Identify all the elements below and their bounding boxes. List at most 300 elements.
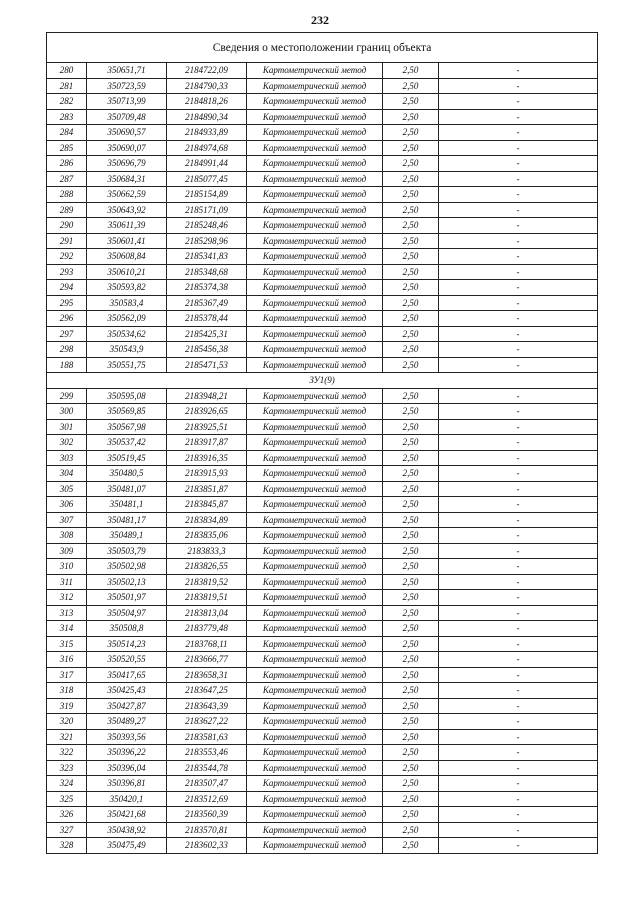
description-cell: - [439, 528, 598, 544]
method-cell: Картометрический метод [247, 249, 383, 265]
x-coordinate-cell: 350475,49 [87, 838, 167, 854]
y-coordinate-cell: 2183948,21 [167, 388, 247, 404]
point-number-cell: 321 [47, 729, 87, 745]
method-cell: Картометрический метод [247, 667, 383, 683]
x-coordinate-cell: 350713,99 [87, 94, 167, 110]
y-coordinate-cell: 2183916,35 [167, 450, 247, 466]
point-number-cell: 305 [47, 481, 87, 497]
method-cell: Картометрический метод [247, 791, 383, 807]
method-cell: Картометрический метод [247, 543, 383, 559]
x-coordinate-cell: 350651,71 [87, 63, 167, 79]
method-cell: Картометрический метод [247, 63, 383, 79]
accuracy-cell: 2,50 [383, 63, 439, 79]
table-row [47, 218, 598, 234]
method-cell: Картометрический метод [247, 760, 383, 776]
point-number-cell: 306 [47, 497, 87, 513]
point-number-cell: 320 [47, 714, 87, 730]
x-coordinate-cell: 350396,22 [87, 745, 167, 761]
accuracy-cell: 2,50 [383, 388, 439, 404]
x-coordinate-cell: 350601,41 [87, 233, 167, 249]
method-cell: Картометрический метод [247, 574, 383, 590]
accuracy-cell: 2,50 [383, 745, 439, 761]
method-cell: Картометрический метод [247, 311, 383, 327]
point-number-cell: 328 [47, 838, 87, 854]
method-cell: Картометрический метод [247, 698, 383, 714]
method-cell: Картометрический метод [247, 295, 383, 311]
table-row [47, 233, 598, 249]
y-coordinate-cell: 2185248,46 [167, 218, 247, 234]
description-cell: - [439, 466, 598, 482]
y-coordinate-cell: 2183819,52 [167, 574, 247, 590]
accuracy-cell: 2,50 [383, 156, 439, 172]
method-cell: Картометрический метод [247, 342, 383, 358]
description-cell: - [439, 202, 598, 218]
y-coordinate-cell: 2183917,87 [167, 435, 247, 451]
x-coordinate-cell: 350481,17 [87, 512, 167, 528]
table-row [47, 125, 598, 141]
method-cell: Картометрический метод [247, 78, 383, 94]
point-number-cell: 303 [47, 450, 87, 466]
table-row [47, 838, 598, 854]
x-coordinate-cell: 350480,5 [87, 466, 167, 482]
description-cell: - [439, 822, 598, 838]
description-cell: - [439, 342, 598, 358]
method-cell: Картометрический метод [247, 156, 383, 172]
description-cell: - [439, 776, 598, 792]
x-coordinate-cell: 350569,85 [87, 404, 167, 420]
accuracy-cell: 2,50 [383, 233, 439, 249]
table-row [47, 264, 598, 280]
table-row [47, 466, 598, 482]
table-row [47, 714, 598, 730]
accuracy-cell: 2,50 [383, 357, 439, 373]
x-coordinate-cell: 350643,92 [87, 202, 167, 218]
y-coordinate-cell: 2183666,77 [167, 652, 247, 668]
x-coordinate-cell: 350425,43 [87, 683, 167, 699]
y-coordinate-cell: 2183553,46 [167, 745, 247, 761]
method-cell: Картометрический метод [247, 94, 383, 110]
table-row [47, 280, 598, 296]
description-cell: - [439, 357, 598, 373]
point-number-cell: 288 [47, 187, 87, 203]
description-cell: - [439, 280, 598, 296]
accuracy-cell: 2,50 [383, 776, 439, 792]
x-coordinate-cell: 350520,55 [87, 652, 167, 668]
y-coordinate-cell: 2185378,44 [167, 311, 247, 327]
y-coordinate-cell: 2183779,48 [167, 621, 247, 637]
x-coordinate-cell: 350502,13 [87, 574, 167, 590]
accuracy-cell: 2,50 [383, 109, 439, 125]
x-coordinate-cell: 350595,08 [87, 388, 167, 404]
x-coordinate-cell: 350684,31 [87, 171, 167, 187]
accuracy-cell: 2,50 [383, 326, 439, 342]
method-cell: Картометрический метод [247, 419, 383, 435]
point-number-cell: 295 [47, 295, 87, 311]
table-row [47, 745, 598, 761]
y-coordinate-cell: 2185471,53 [167, 357, 247, 373]
table-row [47, 807, 598, 823]
accuracy-cell: 2,50 [383, 125, 439, 141]
table-row [47, 388, 598, 404]
point-number-cell: 317 [47, 667, 87, 683]
y-coordinate-cell: 2184933,89 [167, 125, 247, 141]
description-cell: - [439, 435, 598, 451]
y-coordinate-cell: 2183560,39 [167, 807, 247, 823]
y-coordinate-cell: 2185154,89 [167, 187, 247, 203]
x-coordinate-cell: 350503,79 [87, 543, 167, 559]
table-row [47, 559, 598, 575]
x-coordinate-cell: 350551,75 [87, 357, 167, 373]
x-coordinate-cell: 350481,1 [87, 497, 167, 513]
accuracy-cell: 2,50 [383, 621, 439, 637]
boundary-table [46, 32, 598, 854]
accuracy-cell: 2,50 [383, 543, 439, 559]
description-cell: - [439, 652, 598, 668]
accuracy-cell: 2,50 [383, 559, 439, 575]
table-row [47, 342, 598, 358]
method-cell: Картометрический метод [247, 528, 383, 544]
point-number-cell: 315 [47, 636, 87, 652]
method-cell: Картометрический метод [247, 326, 383, 342]
table-row [47, 528, 598, 544]
description-cell: - [439, 295, 598, 311]
point-number-cell: 319 [47, 698, 87, 714]
point-number-cell: 280 [47, 63, 87, 79]
accuracy-cell: 2,50 [383, 791, 439, 807]
table-row [47, 683, 598, 699]
x-coordinate-cell: 350534,62 [87, 326, 167, 342]
point-number-cell: 312 [47, 590, 87, 606]
description-cell: - [439, 807, 598, 823]
x-coordinate-cell: 350611,39 [87, 218, 167, 234]
y-coordinate-cell: 2185171,09 [167, 202, 247, 218]
method-cell: Картометрический метод [247, 264, 383, 280]
x-coordinate-cell: 350489,27 [87, 714, 167, 730]
y-coordinate-cell: 2183845,87 [167, 497, 247, 513]
x-coordinate-cell: 350514,23 [87, 636, 167, 652]
accuracy-cell: 2,50 [383, 264, 439, 280]
description-cell: - [439, 745, 598, 761]
table-row [47, 698, 598, 714]
accuracy-cell: 2,50 [383, 605, 439, 621]
table-row [47, 249, 598, 265]
accuracy-cell: 2,50 [383, 342, 439, 358]
accuracy-cell: 2,50 [383, 729, 439, 745]
table-row [47, 497, 598, 513]
accuracy-cell: 2,50 [383, 140, 439, 156]
y-coordinate-cell: 2183826,55 [167, 559, 247, 575]
accuracy-cell: 2,50 [383, 714, 439, 730]
description-cell: - [439, 621, 598, 637]
description-cell: - [439, 590, 598, 606]
point-number-cell: 300 [47, 404, 87, 420]
accuracy-cell: 2,50 [383, 311, 439, 327]
x-coordinate-cell: 350393,56 [87, 729, 167, 745]
y-coordinate-cell: 2183643,39 [167, 698, 247, 714]
table-row [47, 667, 598, 683]
table-row [47, 605, 598, 621]
x-coordinate-cell: 350417,65 [87, 667, 167, 683]
point-number-cell: 284 [47, 125, 87, 141]
accuracy-cell: 2,50 [383, 94, 439, 110]
point-number-cell: 282 [47, 94, 87, 110]
table-row [47, 357, 598, 373]
point-number-cell: 297 [47, 326, 87, 342]
method-cell: Картометрический метод [247, 404, 383, 420]
description-cell: - [439, 125, 598, 141]
description-cell: - [439, 233, 598, 249]
y-coordinate-cell: 2183925,51 [167, 419, 247, 435]
table-row [47, 326, 598, 342]
method-cell: Картометрический метод [247, 171, 383, 187]
x-coordinate-cell: 350420,1 [87, 791, 167, 807]
x-coordinate-cell: 350504,97 [87, 605, 167, 621]
point-number-cell: 298 [47, 342, 87, 358]
accuracy-cell: 2,50 [383, 295, 439, 311]
y-coordinate-cell: 2184991,44 [167, 156, 247, 172]
method-cell: Картометрический метод [247, 202, 383, 218]
description-cell: - [439, 791, 598, 807]
description-cell: - [439, 78, 598, 94]
point-number-cell: 323 [47, 760, 87, 776]
y-coordinate-cell: 2183507,47 [167, 776, 247, 792]
x-coordinate-cell: 350489,1 [87, 528, 167, 544]
x-coordinate-cell: 350608,84 [87, 249, 167, 265]
accuracy-cell: 2,50 [383, 822, 439, 838]
description-cell: - [439, 326, 598, 342]
y-coordinate-cell: 2183819,51 [167, 590, 247, 606]
x-coordinate-cell: 350438,92 [87, 822, 167, 838]
point-number-cell: 325 [47, 791, 87, 807]
x-coordinate-cell: 350502,98 [87, 559, 167, 575]
description-cell: - [439, 404, 598, 420]
y-coordinate-cell: 2184818,26 [167, 94, 247, 110]
accuracy-cell: 2,50 [383, 171, 439, 187]
method-cell: Картометрический метод [247, 714, 383, 730]
description-cell: - [439, 450, 598, 466]
method-cell: Картометрический метод [247, 140, 383, 156]
y-coordinate-cell: 2183834,89 [167, 512, 247, 528]
y-coordinate-cell: 2185367,49 [167, 295, 247, 311]
table-row [47, 404, 598, 420]
description-cell: - [439, 512, 598, 528]
description-cell: - [439, 156, 598, 172]
section-row [47, 373, 598, 389]
point-number-cell: 304 [47, 466, 87, 482]
point-number-cell: 296 [47, 311, 87, 327]
accuracy-cell: 2,50 [383, 404, 439, 420]
accuracy-cell: 2,50 [383, 497, 439, 513]
y-coordinate-cell: 2183833,3 [167, 543, 247, 559]
x-coordinate-cell: 350501,97 [87, 590, 167, 606]
accuracy-cell: 2,50 [383, 667, 439, 683]
point-number-cell: 293 [47, 264, 87, 280]
x-coordinate-cell: 350508,8 [87, 621, 167, 637]
point-number-cell: 301 [47, 419, 87, 435]
y-coordinate-cell: 2185425,31 [167, 326, 247, 342]
y-coordinate-cell: 2185077,45 [167, 171, 247, 187]
method-cell: Картометрический метод [247, 776, 383, 792]
x-coordinate-cell: 350723,59 [87, 78, 167, 94]
table-row [47, 512, 598, 528]
page-number: 232 [311, 13, 329, 27]
table-row [47, 481, 598, 497]
description-cell: - [439, 109, 598, 125]
y-coordinate-cell: 2183768,11 [167, 636, 247, 652]
method-cell: Картометрический метод [247, 388, 383, 404]
description-cell: - [439, 838, 598, 854]
method-cell: Картометрический метод [247, 636, 383, 652]
method-cell: Картометрический метод [247, 822, 383, 838]
table-row [47, 636, 598, 652]
description-cell: - [439, 559, 598, 575]
method-cell: Картометрический метод [247, 590, 383, 606]
point-number-cell: 290 [47, 218, 87, 234]
table-row [47, 295, 598, 311]
y-coordinate-cell: 2185348,68 [167, 264, 247, 280]
method-cell: Картометрический метод [247, 559, 383, 575]
accuracy-cell: 2,50 [383, 249, 439, 265]
y-coordinate-cell: 2183544,78 [167, 760, 247, 776]
x-coordinate-cell: 350567,98 [87, 419, 167, 435]
point-number-cell: 302 [47, 435, 87, 451]
method-cell: Картометрический метод [247, 357, 383, 373]
x-coordinate-cell: 350481,07 [87, 481, 167, 497]
point-number-cell: 314 [47, 621, 87, 637]
method-cell: Картометрический метод [247, 497, 383, 513]
accuracy-cell: 2,50 [383, 698, 439, 714]
description-cell: - [439, 264, 598, 280]
method-cell: Картометрический метод [247, 512, 383, 528]
description-cell: - [439, 729, 598, 745]
point-number-cell: 307 [47, 512, 87, 528]
boundary-table-sheet [46, 32, 597, 854]
accuracy-cell: 2,50 [383, 512, 439, 528]
description-cell: - [439, 171, 598, 187]
y-coordinate-cell: 2185456,38 [167, 342, 247, 358]
accuracy-cell: 2,50 [383, 466, 439, 482]
x-coordinate-cell: 350593,82 [87, 280, 167, 296]
point-number-cell: 283 [47, 109, 87, 125]
accuracy-cell: 2,50 [383, 683, 439, 699]
y-coordinate-cell: 2183647,25 [167, 683, 247, 699]
y-coordinate-cell: 2183926,65 [167, 404, 247, 420]
section-label: ЗУ1(9) [47, 373, 598, 389]
point-number-cell: 326 [47, 807, 87, 823]
table-row [47, 63, 598, 79]
table-row [47, 776, 598, 792]
table-row [47, 574, 598, 590]
description-cell: - [439, 419, 598, 435]
table-row [47, 419, 598, 435]
y-coordinate-cell: 2185298,96 [167, 233, 247, 249]
x-coordinate-cell: 350662,59 [87, 187, 167, 203]
table-title: Сведения о местоположении границ объекта [47, 33, 598, 63]
point-number-cell: 294 [47, 280, 87, 296]
description-cell: - [439, 667, 598, 683]
method-cell: Картометрический метод [247, 187, 383, 203]
y-coordinate-cell: 2183851,87 [167, 481, 247, 497]
x-coordinate-cell: 350709,48 [87, 109, 167, 125]
title-row [47, 33, 598, 63]
y-coordinate-cell: 2185341,83 [167, 249, 247, 265]
point-number-cell: 313 [47, 605, 87, 621]
accuracy-cell: 2,50 [383, 807, 439, 823]
description-cell: - [439, 311, 598, 327]
accuracy-cell: 2,50 [383, 202, 439, 218]
point-number-cell: 324 [47, 776, 87, 792]
accuracy-cell: 2,50 [383, 481, 439, 497]
point-number-cell: 286 [47, 156, 87, 172]
accuracy-cell: 2,50 [383, 760, 439, 776]
method-cell: Картометрический метод [247, 807, 383, 823]
description-cell: - [439, 698, 598, 714]
table-row [47, 760, 598, 776]
y-coordinate-cell: 2183915,93 [167, 466, 247, 482]
x-coordinate-cell: 350543,9 [87, 342, 167, 358]
point-number-cell: 308 [47, 528, 87, 544]
accuracy-cell: 2,50 [383, 218, 439, 234]
description-cell: - [439, 63, 598, 79]
table-row [47, 94, 598, 110]
accuracy-cell: 2,50 [383, 636, 439, 652]
x-coordinate-cell: 350562,09 [87, 311, 167, 327]
description-cell: - [439, 481, 598, 497]
table-row [47, 109, 598, 125]
method-cell: Картометрический метод [247, 233, 383, 249]
point-number-cell: 291 [47, 233, 87, 249]
x-coordinate-cell: 350427,87 [87, 698, 167, 714]
table-row [47, 156, 598, 172]
table-row [47, 621, 598, 637]
accuracy-cell: 2,50 [383, 435, 439, 451]
y-coordinate-cell: 2184790,33 [167, 78, 247, 94]
description-cell: - [439, 140, 598, 156]
point-number-cell: 310 [47, 559, 87, 575]
x-coordinate-cell: 350421,68 [87, 807, 167, 823]
description-cell: - [439, 249, 598, 265]
table-row [47, 822, 598, 838]
accuracy-cell: 2,50 [383, 78, 439, 94]
method-cell: Картометрический метод [247, 683, 383, 699]
description-cell: - [439, 574, 598, 590]
description-cell: - [439, 497, 598, 513]
point-number-cell: 285 [47, 140, 87, 156]
accuracy-cell: 2,50 [383, 528, 439, 544]
table-row [47, 652, 598, 668]
table-row [47, 171, 598, 187]
description-cell: - [439, 714, 598, 730]
point-number-cell: 309 [47, 543, 87, 559]
y-coordinate-cell: 2183512,69 [167, 791, 247, 807]
point-number-cell: 316 [47, 652, 87, 668]
table-row [47, 543, 598, 559]
description-cell: - [439, 683, 598, 699]
y-coordinate-cell: 2184974,68 [167, 140, 247, 156]
description-cell: - [439, 388, 598, 404]
y-coordinate-cell: 2183602,33 [167, 838, 247, 854]
y-coordinate-cell: 2183627,22 [167, 714, 247, 730]
y-coordinate-cell: 2183581,63 [167, 729, 247, 745]
accuracy-cell: 2,50 [383, 590, 439, 606]
table-row [47, 791, 598, 807]
method-cell: Картометрический метод [247, 450, 383, 466]
x-coordinate-cell: 350396,04 [87, 760, 167, 776]
point-number-cell: 311 [47, 574, 87, 590]
accuracy-cell: 2,50 [383, 574, 439, 590]
y-coordinate-cell: 2183813,04 [167, 605, 247, 621]
method-cell: Картометрический метод [247, 218, 383, 234]
